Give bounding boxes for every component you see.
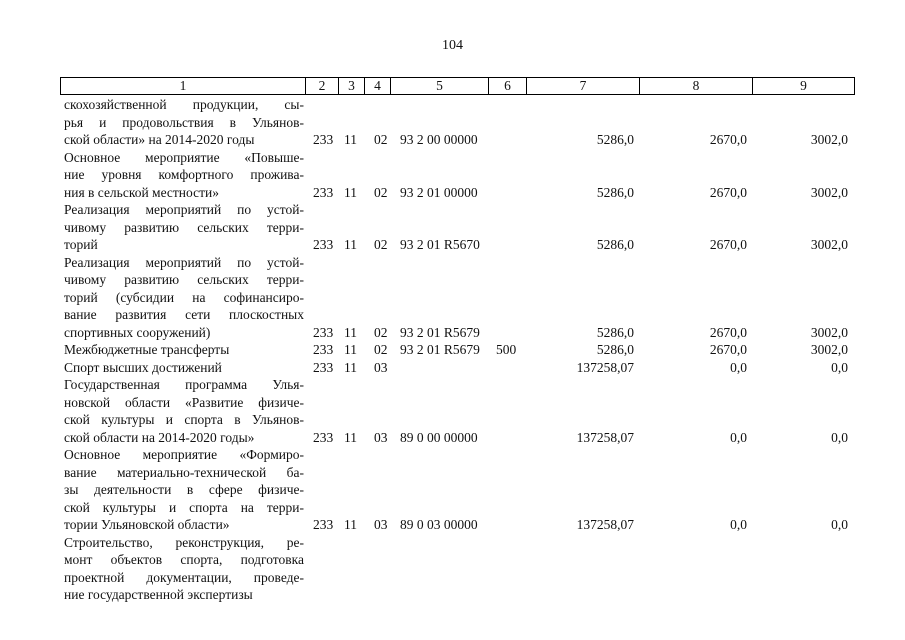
description-line: вание материально-технической ба- xyxy=(64,464,304,480)
row-values xyxy=(0,516,905,534)
cell-c7: 137258,07 xyxy=(576,359,634,375)
cell-c2: 233 xyxy=(313,324,334,340)
cell-c2: 233 xyxy=(313,342,334,357)
description-line: Строительство, реконструкция, ре- xyxy=(64,534,304,550)
row-values xyxy=(0,131,905,149)
column-header-2: 2 xyxy=(306,78,339,95)
cell-c9: 3002,0 xyxy=(810,324,848,340)
row-values xyxy=(0,324,905,342)
description-line: монт объектов спорта, подготовка xyxy=(64,552,304,567)
cell-c8: 0,0 xyxy=(730,517,747,532)
cell-c8: 2670,0 xyxy=(709,184,747,200)
cell-c8: 2670,0 xyxy=(709,237,747,252)
description-line: спортивных сооружений) xyxy=(64,324,211,340)
cell-c3: 11 xyxy=(344,324,357,340)
description-line: торий (субсидии на софинансиро- xyxy=(64,289,304,305)
description-line: Спорт высших достижений xyxy=(64,359,222,375)
row-values xyxy=(0,341,905,359)
table-row xyxy=(0,376,905,446)
cell-c7: 5286,0 xyxy=(596,237,634,252)
table-body xyxy=(0,96,905,604)
cell-c4: 03 xyxy=(374,517,388,532)
column-header-5: 5 xyxy=(391,78,489,95)
cell-c4: 02 xyxy=(374,132,388,147)
cell-c4: 02 xyxy=(374,237,388,252)
table-row xyxy=(0,254,905,342)
cell-c4: 02 xyxy=(374,342,388,357)
cell-c5: 89 0 00 00000 xyxy=(400,429,478,445)
cell-c7: 5286,0 xyxy=(596,184,634,200)
table-row xyxy=(0,534,905,604)
cell-c9: 0,0 xyxy=(831,359,848,375)
row-values xyxy=(0,359,905,377)
table-row xyxy=(0,359,905,377)
description-line: Государственная программа Улья- xyxy=(64,377,304,392)
description-line: ской культуры и спорта на терри- xyxy=(64,499,304,515)
description-line: ской культуры и спорта в Ульянов- xyxy=(64,412,304,427)
column-header-7: 7 xyxy=(527,78,640,95)
cell-c3: 11 xyxy=(344,359,357,375)
cell-c5: 89 0 03 00000 xyxy=(400,517,478,532)
cell-c7: 5286,0 xyxy=(596,342,634,357)
description-line: Основное мероприятие «Формиро- xyxy=(64,447,304,462)
cell-c8: 2670,0 xyxy=(709,132,747,147)
row-values xyxy=(0,429,905,447)
cell-c2: 233 xyxy=(313,132,334,147)
column-header-row xyxy=(61,78,855,95)
cell-c3: 11 xyxy=(344,132,357,147)
description-line: скохозяйственной продукции, сы- xyxy=(64,97,304,112)
table-row xyxy=(0,341,905,359)
cell-c5: 93 2 01 R5679 xyxy=(400,324,480,340)
cell-c3: 11 xyxy=(344,517,357,532)
description-line: ния в сельской местности» xyxy=(64,184,219,200)
cell-c9: 0,0 xyxy=(831,429,848,445)
description-line: проектной документации, проведе- xyxy=(64,569,304,585)
description-line: Реализация мероприятий по устой- xyxy=(64,202,304,217)
cell-c5: 93 2 01 R5670 xyxy=(400,237,480,252)
description-line: новской области «Развитие физиче- xyxy=(64,394,304,410)
cell-c2: 233 xyxy=(313,517,334,532)
cell-c4: 03 xyxy=(374,429,388,445)
column-header-4: 4 xyxy=(365,78,391,95)
cell-c8: 0,0 xyxy=(730,429,747,445)
column-header-9: 9 xyxy=(753,78,855,95)
cell-c9: 3002,0 xyxy=(810,342,848,357)
description-line: рья и продовольствия в Ульянов- xyxy=(64,114,304,130)
description-line: чивому развитию сельских терри- xyxy=(64,219,304,235)
description-line: вание развития сети плоскостных xyxy=(64,307,304,322)
description-line: ской области на 2014-2020 годы» xyxy=(64,429,255,445)
cell-c8: 2670,0 xyxy=(709,324,747,340)
row-values xyxy=(0,586,905,604)
cell-c4: 02 xyxy=(374,184,388,200)
description-line: зы деятельности в сфере физиче- xyxy=(64,482,304,497)
description-line: Основное мероприятие «Повыше- xyxy=(64,149,304,165)
description-line: тории Ульяновской области» xyxy=(64,517,230,532)
table-row xyxy=(0,201,905,254)
description-line: ние государственной экспертизы xyxy=(64,587,253,602)
row-values xyxy=(0,184,905,202)
row-values xyxy=(0,236,905,254)
cell-c2: 233 xyxy=(313,359,334,375)
cell-c7: 137258,07 xyxy=(576,429,634,445)
cell-c4: 03 xyxy=(374,359,388,375)
cell-c7: 137258,07 xyxy=(576,517,634,532)
cell-c7: 5286,0 xyxy=(596,324,634,340)
cell-c9: 3002,0 xyxy=(810,132,848,147)
cell-c7: 5286,0 xyxy=(596,132,634,147)
description-line: ской области» на 2014-2020 годы xyxy=(64,132,255,147)
table-row xyxy=(0,446,905,534)
cell-c3: 11 xyxy=(344,429,357,445)
table-row xyxy=(0,149,905,202)
cell-c5: 93 2 01 R5679 xyxy=(400,342,480,357)
cell-c3: 11 xyxy=(344,184,357,200)
cell-c2: 233 xyxy=(313,237,334,252)
cell-c3: 11 xyxy=(344,237,357,252)
cell-c4: 02 xyxy=(374,324,388,340)
description-line: Реализация мероприятий по устой- xyxy=(64,254,304,270)
cell-c8: 2670,0 xyxy=(709,342,747,357)
description-line: чивому развитию сельских терри- xyxy=(64,272,304,287)
description-line: Межбюджетные трансферты xyxy=(64,342,230,357)
description-line: ние уровня комфортного прожива- xyxy=(64,167,304,182)
column-header-6: 6 xyxy=(489,78,527,95)
cell-c2: 233 xyxy=(313,184,334,200)
column-header-3: 3 xyxy=(339,78,365,95)
cell-c6: 500 xyxy=(496,342,517,357)
cell-c9: 3002,0 xyxy=(810,184,848,200)
description-line: торий xyxy=(64,237,98,252)
column-header-8: 8 xyxy=(640,78,753,95)
cell-c5: 93 2 00 00000 xyxy=(400,132,478,147)
column-header-table xyxy=(60,77,855,95)
cell-c9: 0,0 xyxy=(831,517,848,532)
cell-c8: 0,0 xyxy=(730,359,747,375)
cell-c2: 233 xyxy=(313,429,334,445)
column-header-1: 1 xyxy=(61,78,306,95)
table-row xyxy=(0,96,905,149)
page-number: 104 xyxy=(442,38,463,53)
cell-c5: 93 2 01 00000 xyxy=(400,184,478,200)
cell-c9: 3002,0 xyxy=(810,237,848,252)
cell-c3: 11 xyxy=(344,342,357,357)
